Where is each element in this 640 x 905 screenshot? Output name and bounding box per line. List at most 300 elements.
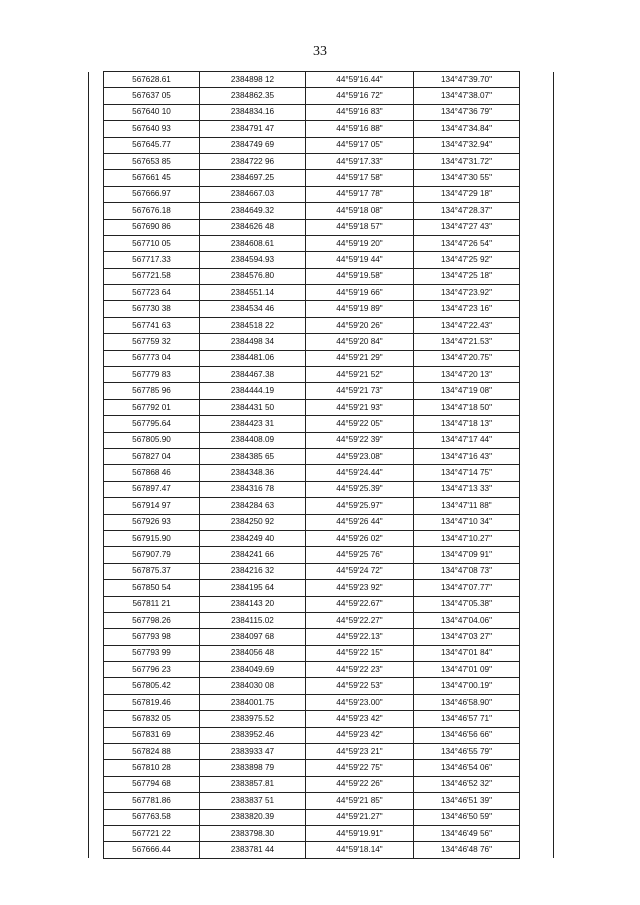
latitude-cell: 44°59'22 75" — [306, 760, 414, 776]
y-coordinate-cell: 2384001.75 — [200, 694, 306, 710]
latitude-cell: 44°59'22 15" — [306, 645, 414, 661]
row-note-cell — [520, 104, 554, 120]
longitude-cell: 134°47'19 08" — [414, 383, 520, 399]
latitude-cell: 44°59'18.14" — [306, 842, 414, 858]
longitude-cell: 134°47'11 88" — [414, 498, 520, 514]
x-coordinate-cell: 567730 38 — [104, 301, 200, 317]
table-row — [89, 383, 554, 399]
x-coordinate-cell: 567666.97 — [104, 186, 200, 202]
longitude-cell: 134°47'36 79" — [414, 104, 520, 120]
latitude-cell: 44°59'25.97" — [306, 498, 414, 514]
row-note-cell — [520, 825, 554, 841]
x-coordinate-cell: 567805.42 — [104, 678, 200, 694]
table-row — [89, 88, 554, 104]
table-row — [89, 72, 554, 88]
latitude-cell: 44°59'22.27" — [306, 612, 414, 628]
latitude-cell: 44°59'16.44" — [306, 72, 414, 88]
latitude-cell: 44°59'17 58" — [306, 170, 414, 186]
row-note-cell — [520, 793, 554, 809]
longitude-cell: 134°47'23 16" — [414, 301, 520, 317]
table-row — [89, 678, 554, 694]
row-note-cell — [520, 235, 554, 251]
y-coordinate-cell: 2384551.14 — [200, 285, 306, 301]
row-note-cell — [520, 219, 554, 235]
x-coordinate-cell: 567794 68 — [104, 776, 200, 792]
y-coordinate-cell: 2383952.46 — [200, 727, 306, 743]
y-coordinate-cell: 2384608.61 — [200, 235, 306, 251]
longitude-cell: 134°47'27 43" — [414, 219, 520, 235]
longitude-cell: 134°47'18 13" — [414, 416, 520, 432]
table-row — [89, 317, 554, 333]
table-row — [89, 530, 554, 546]
table-row — [89, 416, 554, 432]
latitude-cell: 44°59'23 42" — [306, 711, 414, 727]
row-note-cell — [520, 170, 554, 186]
coordinates-table-container — [88, 71, 553, 859]
y-coordinate-cell: 2384423 31 — [200, 416, 306, 432]
longitude-cell: 134°47'09 91" — [414, 547, 520, 563]
row-margin-cell — [89, 580, 104, 596]
row-note-cell — [520, 498, 554, 514]
row-margin-cell — [89, 137, 104, 153]
x-coordinate-cell: 567796 23 — [104, 662, 200, 678]
y-coordinate-cell: 2384284 63 — [200, 498, 306, 514]
latitude-cell: 44°59'18 08" — [306, 203, 414, 219]
x-coordinate-cell: 567805.90 — [104, 432, 200, 448]
longitude-cell: 134°47'08 73" — [414, 563, 520, 579]
y-coordinate-cell: 2384241 66 — [200, 547, 306, 563]
longitude-cell: 134°47'22.43" — [414, 317, 520, 333]
y-coordinate-cell: 2384143 20 — [200, 596, 306, 612]
latitude-cell: 44°59'25.39" — [306, 481, 414, 497]
longitude-cell: 134°46'49 56" — [414, 825, 520, 841]
row-margin-cell — [89, 612, 104, 628]
table-row — [89, 563, 554, 579]
row-note-cell — [520, 711, 554, 727]
table-row — [89, 367, 554, 383]
longitude-cell: 134°46'52 32" — [414, 776, 520, 792]
longitude-cell: 134°47'32.94" — [414, 137, 520, 153]
longitude-cell: 134°47'04.06" — [414, 612, 520, 628]
row-margin-cell — [89, 334, 104, 350]
latitude-cell: 44°59'26 02" — [306, 530, 414, 546]
y-coordinate-cell: 2384898 12 — [200, 72, 306, 88]
row-margin-cell — [89, 465, 104, 481]
table-row — [89, 104, 554, 120]
longitude-cell: 134°46'56 66" — [414, 727, 520, 743]
x-coordinate-cell: 567779 83 — [104, 367, 200, 383]
table-row — [89, 465, 554, 481]
y-coordinate-cell: 2384195 64 — [200, 580, 306, 596]
longitude-cell: 134°47'10 34" — [414, 514, 520, 530]
row-margin-cell — [89, 104, 104, 120]
longitude-cell: 134°47'31.72" — [414, 153, 520, 169]
y-coordinate-cell: 2383857.81 — [200, 776, 306, 792]
longitude-cell: 134°47'14 75" — [414, 465, 520, 481]
row-note-cell — [520, 88, 554, 104]
longitude-cell: 134°47'01 84" — [414, 645, 520, 661]
x-coordinate-cell: 567721 22 — [104, 825, 200, 841]
latitude-cell: 44°59'23.00" — [306, 694, 414, 710]
longitude-cell: 134°47'17 44" — [414, 432, 520, 448]
longitude-cell: 134°46'50 59" — [414, 809, 520, 825]
latitude-cell: 44°59'18 57" — [306, 219, 414, 235]
y-coordinate-cell: 2384467.38 — [200, 367, 306, 383]
x-coordinate-cell: 567781.86 — [104, 793, 200, 809]
y-coordinate-cell: 2384249 40 — [200, 530, 306, 546]
x-coordinate-cell: 567915.90 — [104, 530, 200, 546]
row-margin-cell — [89, 662, 104, 678]
x-coordinate-cell: 567827 04 — [104, 448, 200, 464]
y-coordinate-cell: 2384834.16 — [200, 104, 306, 120]
y-coordinate-cell: 2384115.02 — [200, 612, 306, 628]
row-margin-cell — [89, 252, 104, 268]
longitude-cell: 134°47'38.07" — [414, 88, 520, 104]
x-coordinate-cell: 567628.61 — [104, 72, 200, 88]
table-row — [89, 481, 554, 497]
latitude-cell: 44°59'17 78" — [306, 186, 414, 202]
table-row — [89, 203, 554, 219]
row-note-cell — [520, 186, 554, 202]
row-note-cell — [520, 760, 554, 776]
latitude-cell: 44°59'22 26" — [306, 776, 414, 792]
latitude-cell: 44°59'19 44" — [306, 252, 414, 268]
row-margin-cell — [89, 416, 104, 432]
y-coordinate-cell: 2384481.06 — [200, 350, 306, 366]
row-margin-cell — [89, 481, 104, 497]
y-coordinate-cell: 2384594.93 — [200, 252, 306, 268]
x-coordinate-cell: 567666.44 — [104, 842, 200, 858]
row-margin-cell — [89, 235, 104, 251]
table-row — [89, 776, 554, 792]
table-row — [89, 727, 554, 743]
y-coordinate-cell: 2384250 92 — [200, 514, 306, 530]
x-coordinate-cell: 567640 93 — [104, 121, 200, 137]
longitude-cell: 134°47'30 55" — [414, 170, 520, 186]
row-note-cell — [520, 383, 554, 399]
latitude-cell: 44°59'20 26" — [306, 317, 414, 333]
page-number: 33 — [313, 44, 327, 59]
y-coordinate-cell: 2384316 78 — [200, 481, 306, 497]
row-note-cell — [520, 72, 554, 88]
latitude-cell: 44°59'16 72" — [306, 88, 414, 104]
row-note-cell — [520, 776, 554, 792]
longitude-cell: 134°47'13 33" — [414, 481, 520, 497]
row-note-cell — [520, 121, 554, 137]
latitude-cell: 44°59'17 05" — [306, 137, 414, 153]
table-row — [89, 547, 554, 563]
row-note-cell — [520, 842, 554, 858]
row-margin-cell — [89, 285, 104, 301]
row-margin-cell — [89, 301, 104, 317]
x-coordinate-cell: 567798.26 — [104, 612, 200, 628]
longitude-cell: 134°47'26 54" — [414, 235, 520, 251]
table-row — [89, 744, 554, 760]
row-margin-cell — [89, 383, 104, 399]
x-coordinate-cell: 567645.77 — [104, 137, 200, 153]
table-row — [89, 694, 554, 710]
table-row — [89, 350, 554, 366]
table-row — [89, 580, 554, 596]
latitude-cell: 44°59'22.13" — [306, 629, 414, 645]
longitude-cell: 134°47'23.92" — [414, 285, 520, 301]
longitude-cell: 134°46'54 06" — [414, 760, 520, 776]
longitude-cell: 134°46'55 79" — [414, 744, 520, 760]
row-note-cell — [520, 727, 554, 743]
x-coordinate-cell: 567759 32 — [104, 334, 200, 350]
row-note-cell — [520, 268, 554, 284]
latitude-cell: 44°59'22 05" — [306, 416, 414, 432]
x-coordinate-cell: 567763.58 — [104, 809, 200, 825]
y-coordinate-cell: 2384862.35 — [200, 88, 306, 104]
table-row — [89, 612, 554, 628]
x-coordinate-cell: 567811 21 — [104, 596, 200, 612]
longitude-cell: 134°47'34.84" — [414, 121, 520, 137]
row-note-cell — [520, 203, 554, 219]
y-coordinate-cell: 2383975.52 — [200, 711, 306, 727]
latitude-cell: 44°59'23 21" — [306, 744, 414, 760]
x-coordinate-cell: 567850 54 — [104, 580, 200, 596]
longitude-cell: 134°47'00.19" — [414, 678, 520, 694]
table-row — [89, 219, 554, 235]
row-note-cell — [520, 563, 554, 579]
table-row — [89, 137, 554, 153]
y-coordinate-cell: 2384518 22 — [200, 317, 306, 333]
row-note-cell — [520, 547, 554, 563]
table-row — [89, 399, 554, 415]
x-coordinate-cell: 567661 45 — [104, 170, 200, 186]
longitude-cell: 134°46'58.90" — [414, 694, 520, 710]
row-margin-cell — [89, 530, 104, 546]
latitude-cell: 44°59'19 89" — [306, 301, 414, 317]
y-coordinate-cell: 2383820.39 — [200, 809, 306, 825]
y-coordinate-cell: 2384216 32 — [200, 563, 306, 579]
x-coordinate-cell: 567741 63 — [104, 317, 200, 333]
row-note-cell — [520, 596, 554, 612]
latitude-cell: 44°59'19.58" — [306, 268, 414, 284]
latitude-cell: 44°59'22 23" — [306, 662, 414, 678]
x-coordinate-cell: 567875.37 — [104, 563, 200, 579]
table-row — [89, 711, 554, 727]
longitude-cell: 134°47'05.38" — [414, 596, 520, 612]
table-row — [89, 596, 554, 612]
latitude-cell: 44°59'24 72" — [306, 563, 414, 579]
row-margin-cell — [89, 317, 104, 333]
coordinates-table-body — [89, 72, 554, 859]
x-coordinate-cell: 567640 10 — [104, 104, 200, 120]
latitude-cell: 44°59'16 83" — [306, 104, 414, 120]
latitude-cell: 44°59'21 73" — [306, 383, 414, 399]
y-coordinate-cell: 2383781 44 — [200, 842, 306, 858]
row-margin-cell — [89, 629, 104, 645]
longitude-cell: 134°47'03 27" — [414, 629, 520, 645]
row-note-cell — [520, 350, 554, 366]
table-row — [89, 760, 554, 776]
latitude-cell: 44°59'24.44" — [306, 465, 414, 481]
latitude-cell: 44°59'21.27" — [306, 809, 414, 825]
y-coordinate-cell: 2384444.19 — [200, 383, 306, 399]
latitude-cell: 44°59'21 52" — [306, 367, 414, 383]
y-coordinate-cell: 2383898 79 — [200, 760, 306, 776]
row-margin-cell — [89, 825, 104, 841]
table-row — [89, 334, 554, 350]
y-coordinate-cell: 2384722 96 — [200, 153, 306, 169]
longitude-cell: 134°47'07.77" — [414, 580, 520, 596]
longitude-cell: 134°47'16 43" — [414, 448, 520, 464]
table-row — [89, 186, 554, 202]
y-coordinate-cell: 2383933 47 — [200, 744, 306, 760]
latitude-cell: 44°59'22 39" — [306, 432, 414, 448]
row-note-cell — [520, 137, 554, 153]
x-coordinate-cell: 567810 28 — [104, 760, 200, 776]
latitude-cell: 44°59'23 42" — [306, 727, 414, 743]
x-coordinate-cell: 567637 05 — [104, 88, 200, 104]
latitude-cell: 44°59'17.33" — [306, 153, 414, 169]
row-note-cell — [520, 694, 554, 710]
row-margin-cell — [89, 399, 104, 415]
row-note-cell — [520, 629, 554, 645]
y-coordinate-cell: 2384749 69 — [200, 137, 306, 153]
x-coordinate-cell: 567710 05 — [104, 235, 200, 251]
longitude-cell: 134°47'20.75" — [414, 350, 520, 366]
x-coordinate-cell: 567792 01 — [104, 399, 200, 415]
table-row — [89, 285, 554, 301]
x-coordinate-cell: 567926 93 — [104, 514, 200, 530]
coordinates-table — [88, 71, 554, 859]
y-coordinate-cell: 2384697.25 — [200, 170, 306, 186]
row-note-cell — [520, 301, 554, 317]
row-margin-cell — [89, 153, 104, 169]
row-note-cell — [520, 285, 554, 301]
row-note-cell — [520, 678, 554, 694]
longitude-cell: 134°46'57 71" — [414, 711, 520, 727]
row-margin-cell — [89, 711, 104, 727]
y-coordinate-cell: 2384385 65 — [200, 448, 306, 464]
row-note-cell — [520, 514, 554, 530]
x-coordinate-cell: 567653 85 — [104, 153, 200, 169]
table-row — [89, 662, 554, 678]
row-margin-cell — [89, 809, 104, 825]
x-coordinate-cell: 567773 04 — [104, 350, 200, 366]
row-note-cell — [520, 645, 554, 661]
x-coordinate-cell: 567907.79 — [104, 547, 200, 563]
longitude-cell: 134°47'28.37" — [414, 203, 520, 219]
row-margin-cell — [89, 203, 104, 219]
latitude-cell: 44°59'23 92" — [306, 580, 414, 596]
table-row — [89, 301, 554, 317]
row-margin-cell — [89, 760, 104, 776]
x-coordinate-cell: 567795.64 — [104, 416, 200, 432]
latitude-cell: 44°59'22.67" — [306, 596, 414, 612]
row-margin-cell — [89, 645, 104, 661]
latitude-cell: 44°59'20 84" — [306, 334, 414, 350]
longitude-cell: 134°47'18 50" — [414, 399, 520, 415]
table-row — [89, 432, 554, 448]
table-row — [89, 235, 554, 251]
row-margin-cell — [89, 694, 104, 710]
row-margin-cell — [89, 432, 104, 448]
y-coordinate-cell: 2384791 47 — [200, 121, 306, 137]
x-coordinate-cell: 567897.47 — [104, 481, 200, 497]
x-coordinate-cell: 567793 99 — [104, 645, 200, 661]
row-margin-cell — [89, 219, 104, 235]
row-note-cell — [520, 612, 554, 628]
longitude-cell: 134°47'10.27" — [414, 530, 520, 546]
row-margin-cell — [89, 88, 104, 104]
row-margin-cell — [89, 350, 104, 366]
row-note-cell — [520, 334, 554, 350]
x-coordinate-cell: 567832 05 — [104, 711, 200, 727]
x-coordinate-cell: 567690 86 — [104, 219, 200, 235]
table-row — [89, 809, 554, 825]
table-row — [89, 170, 554, 186]
latitude-cell: 44°59'26 44" — [306, 514, 414, 530]
y-coordinate-cell: 2384649.32 — [200, 203, 306, 219]
longitude-cell: 134°47'20 13" — [414, 367, 520, 383]
x-coordinate-cell: 567824 88 — [104, 744, 200, 760]
row-margin-cell — [89, 268, 104, 284]
row-note-cell — [520, 662, 554, 678]
row-note-cell — [520, 530, 554, 546]
table-row — [89, 793, 554, 809]
x-coordinate-cell: 567831 69 — [104, 727, 200, 743]
x-coordinate-cell: 567723 64 — [104, 285, 200, 301]
y-coordinate-cell: 2384576.80 — [200, 268, 306, 284]
latitude-cell: 44°59'19.91" — [306, 825, 414, 841]
latitude-cell: 44°59'21 85" — [306, 793, 414, 809]
y-coordinate-cell: 2383837 51 — [200, 793, 306, 809]
longitude-cell: 134°47'01 09" — [414, 662, 520, 678]
table-row — [89, 842, 554, 858]
y-coordinate-cell: 2384348.36 — [200, 465, 306, 481]
longitude-cell: 134°47'21.53" — [414, 334, 520, 350]
row-margin-cell — [89, 367, 104, 383]
latitude-cell: 44°59'21 93" — [306, 399, 414, 415]
row-note-cell — [520, 367, 554, 383]
y-coordinate-cell: 2384667.03 — [200, 186, 306, 202]
longitude-cell: 134°46'48 76" — [414, 842, 520, 858]
row-margin-cell — [89, 727, 104, 743]
row-margin-cell — [89, 170, 104, 186]
row-margin-cell — [89, 596, 104, 612]
row-margin-cell — [89, 498, 104, 514]
y-coordinate-cell: 2384534 46 — [200, 301, 306, 317]
y-coordinate-cell: 2383798.30 — [200, 825, 306, 841]
longitude-cell: 134°47'39.70" — [414, 72, 520, 88]
row-note-cell — [520, 481, 554, 497]
row-margin-cell — [89, 793, 104, 809]
row-note-cell — [520, 153, 554, 169]
row-margin-cell — [89, 842, 104, 858]
y-coordinate-cell: 2384097 68 — [200, 629, 306, 645]
latitude-cell: 44°59'21 29" — [306, 350, 414, 366]
table-row — [89, 121, 554, 137]
longitude-cell: 134°47'25 18" — [414, 268, 520, 284]
table-row — [89, 498, 554, 514]
row-margin-cell — [89, 547, 104, 563]
row-margin-cell — [89, 121, 104, 137]
x-coordinate-cell: 567676.18 — [104, 203, 200, 219]
latitude-cell: 44°59'19 66" — [306, 285, 414, 301]
x-coordinate-cell: 567793 98 — [104, 629, 200, 645]
row-note-cell — [520, 252, 554, 268]
y-coordinate-cell: 2384049.69 — [200, 662, 306, 678]
row-margin-cell — [89, 744, 104, 760]
y-coordinate-cell: 2384626 48 — [200, 219, 306, 235]
row-note-cell — [520, 744, 554, 760]
longitude-cell: 134°47'25 92" — [414, 252, 520, 268]
latitude-cell: 44°59'16 88" — [306, 121, 414, 137]
